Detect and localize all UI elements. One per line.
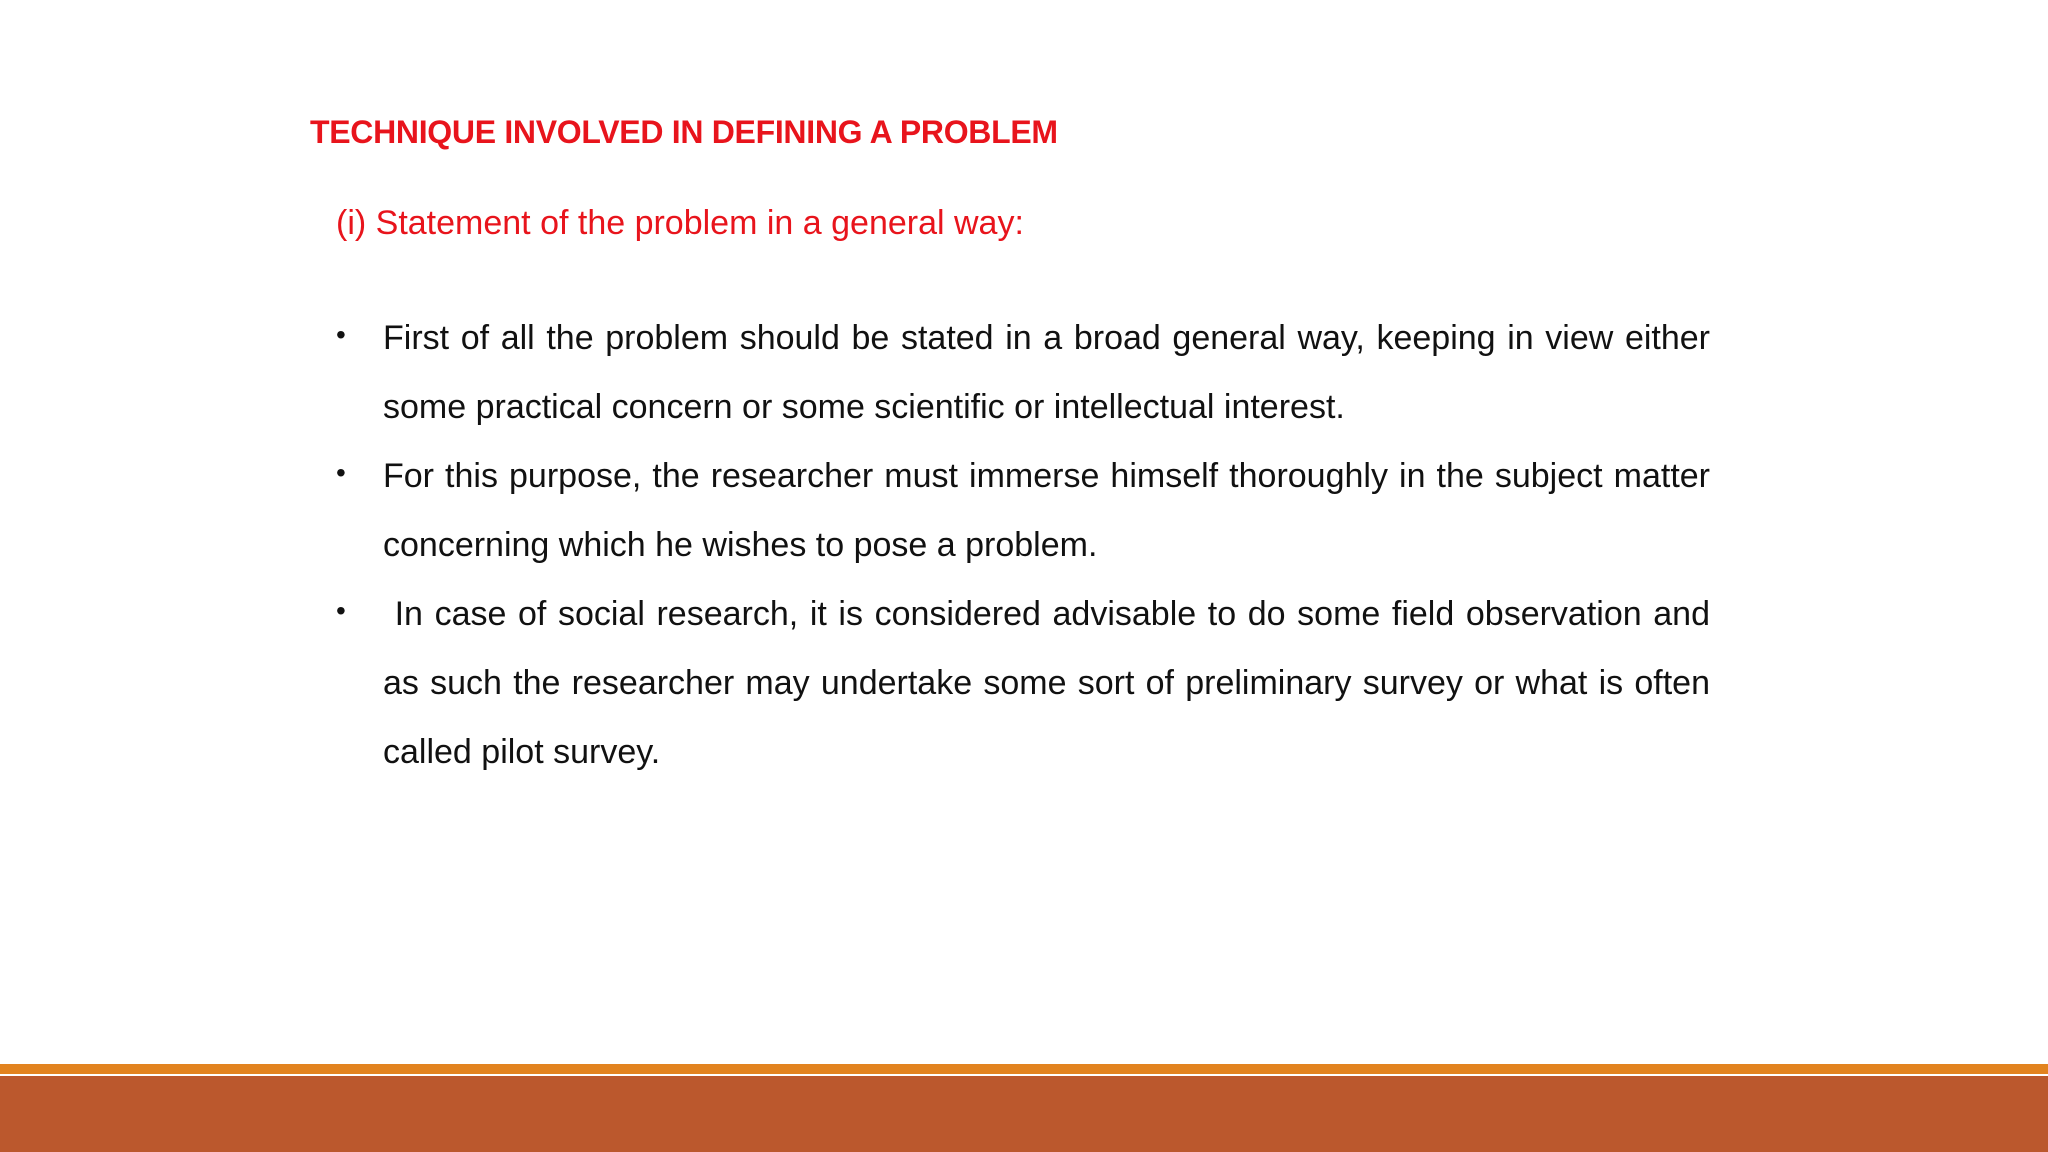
bullet-list bbox=[336, 304, 1720, 787]
bullet-icon: • bbox=[336, 595, 346, 626]
bullet-text: First of all the problem should be stated in a broad general way, keeping in view either some practical concern or some scientific or intellectual interest. bbox=[383, 319, 1710, 426]
footer-accent-stripe bbox=[0, 1064, 2048, 1074]
bullet-text: In case of social research, it is considered advisable to do some field observation and as such the researcher may undertake some sort of preliminary survey or what is often called pilot survey. bbox=[383, 595, 1720, 771]
bullet-item bbox=[336, 580, 1720, 787]
bullet-text: For this purpose, the researcher must immerse himself thoroughly in the subject matter concerning which he wishes to pose a problem. bbox=[383, 457, 1710, 564]
bullet-icon: • bbox=[336, 319, 346, 350]
bullet-icon: • bbox=[336, 457, 346, 488]
slide-subtitle: (i) Statement of the problem in a general way: bbox=[336, 204, 1024, 242]
bullet-item bbox=[336, 304, 1710, 442]
slide-title: TECHNIQUE INVOLVED IN DEFINING A PROBLEM bbox=[310, 114, 1058, 150]
bullet-item bbox=[336, 442, 1710, 580]
footer-bar bbox=[0, 1076, 2048, 1152]
